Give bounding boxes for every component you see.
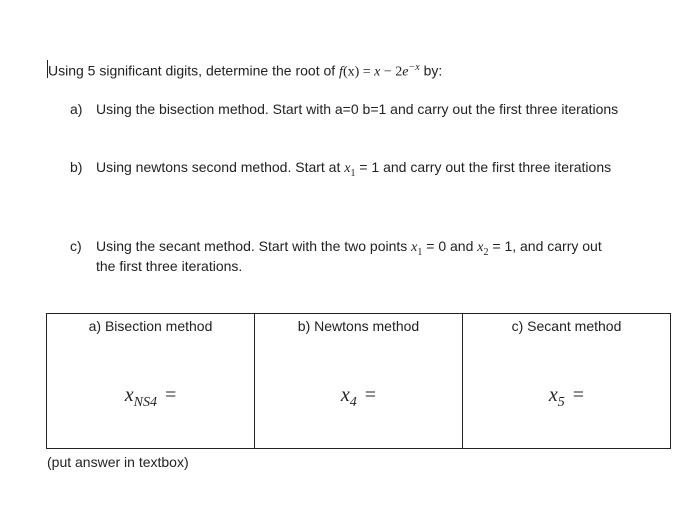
bisection-expression bbox=[47, 384, 254, 411]
part-c-label: c) bbox=[70, 238, 82, 254]
bisection-title: a) Bisection method bbox=[88, 318, 213, 334]
part-a-text: Using the bisection method. Start with a=0 b=1 and carry out the first three iterations bbox=[96, 101, 619, 117]
answer-note: (put answer in textbox) bbox=[47, 454, 189, 470]
intro-suffix: by: bbox=[419, 62, 443, 79]
part-c-var2: x bbox=[477, 240, 484, 255]
part-b-text-after: = 1 and carry out the first three iterations bbox=[355, 159, 612, 175]
question-intro bbox=[48, 62, 442, 81]
newton-var: x bbox=[340, 384, 350, 406]
secant-title: c) Secant method bbox=[511, 318, 622, 334]
part-c-line2: the first three iterations. bbox=[96, 258, 243, 274]
part-c bbox=[70, 238, 602, 258]
part-c-sub1: 1 bbox=[417, 246, 423, 258]
answer-table bbox=[46, 313, 671, 449]
bisection-sub: NS4 bbox=[133, 395, 157, 410]
part-b-var: x bbox=[344, 161, 351, 176]
function-minus-two: − 2 bbox=[380, 64, 403, 80]
part-c-text-after: = 1, and carry out bbox=[488, 238, 602, 254]
newton-expression bbox=[255, 384, 462, 411]
secant-equals: = bbox=[572, 384, 585, 406]
part-b-text-before: Using newtons second method. Start at bbox=[96, 159, 345, 175]
secant-expression bbox=[463, 384, 670, 411]
secant-sub: 5 bbox=[557, 395, 565, 410]
newton-equals: = bbox=[364, 384, 377, 406]
newton-title: b) Newtons method bbox=[297, 318, 420, 334]
answer-cell-secant[interactable] bbox=[463, 314, 671, 449]
part-c-mid: = 0 and bbox=[422, 238, 478, 254]
part-c-text-before: Using the secant method. Start with the two points bbox=[96, 238, 412, 254]
part-c-var1: x bbox=[411, 240, 418, 255]
function-equals: = bbox=[359, 64, 375, 80]
function-e: e bbox=[402, 64, 409, 80]
bisection-equals: = bbox=[164, 384, 177, 406]
function-name: f bbox=[339, 64, 343, 80]
part-b-label: b) bbox=[70, 159, 83, 175]
answer-cell-newton[interactable] bbox=[255, 314, 463, 449]
intro-prefix: Using 5 significant digits, determine the root of bbox=[48, 62, 340, 79]
part-b-sub: 1 bbox=[350, 167, 356, 179]
function-x: x bbox=[374, 64, 381, 80]
part-a bbox=[70, 101, 618, 117]
bisection-var: x bbox=[124, 384, 134, 406]
newton-sub: 4 bbox=[349, 395, 357, 410]
function-exponent: −x bbox=[408, 62, 420, 73]
answer-cell-bisection[interactable] bbox=[47, 314, 255, 449]
part-b bbox=[70, 159, 611, 179]
part-c-sub2: 2 bbox=[483, 246, 489, 258]
function-arg: (x) bbox=[342, 64, 360, 80]
part-a-label: a) bbox=[70, 101, 83, 117]
secant-var: x bbox=[548, 384, 558, 406]
